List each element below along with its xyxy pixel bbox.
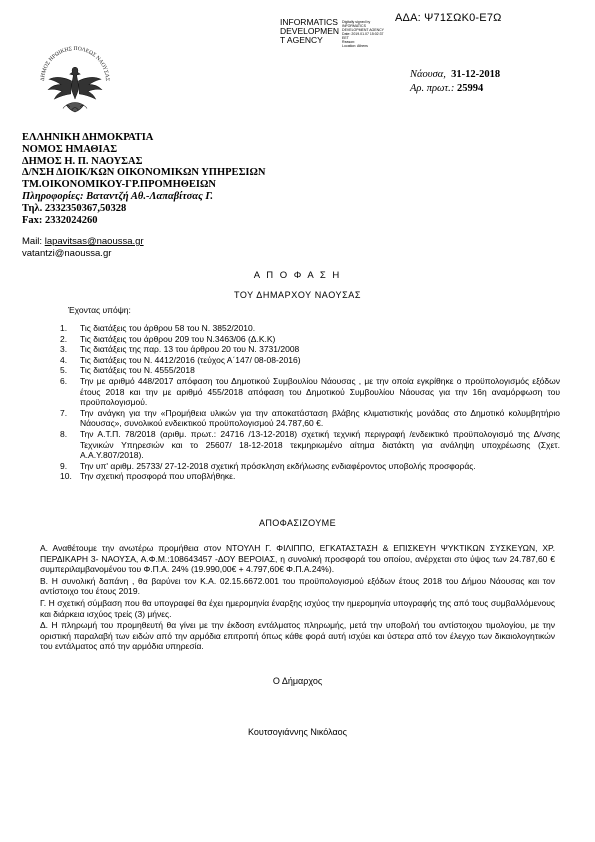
- item-text: Τις διατάξεις του Ν. 4412/2016 (τεύχος Α΄147/ 08-08-2016): [80, 354, 301, 365]
- header-line: Δ/ΝΣΗ ΔΙΟΙΚ/ΚΩΝ ΟΙΚΟΝΟΜΙΚΩΝ ΥΠΗΡΕΣΙΩΝ: [22, 167, 266, 179]
- item-number: 9.: [60, 460, 68, 471]
- list-item: [60, 344, 560, 355]
- list-item: [60, 355, 560, 366]
- list-item: [60, 471, 560, 482]
- item-text: Τις διατάξεις του άρθρου 58 του Ν. 3852/2010.: [80, 323, 256, 333]
- svg-text:ΔΗΜΟΣ ΗΡΩΙΚΗΣ ΠΟΛΕΩΣ ΝΑΟΥΣΑΣ: ΔΗΜΟΣ ΗΡΩΙΚΗΣ ΠΟΛΕΩΣ ΝΑΟΥΣΑΣ: [39, 46, 110, 82]
- item-text: Την με αριθμό 448/2017 απόφαση του Δημοτικού Συμβουλίου Νάουσας , με την οποία εγκρίθηκε ο προϋπολογισμός εξόδων έτους 2018 και την με αριθμό 455/2018 απόφαση του Δημοτικού Συμβουλίου Νάουσας για την 16η αναμόρφωση του προϋπολογισμού.: [80, 375, 560, 408]
- item-number: 3.: [60, 344, 68, 355]
- mail-label: Mail:: [22, 236, 45, 247]
- mail-line: [22, 236, 144, 248]
- date-block: [410, 68, 500, 96]
- protocol-line: Αρ. πρωτ.: 25994: [410, 83, 484, 94]
- stamp-detail-line: Reason:: [342, 40, 356, 44]
- decision-body: [40, 543, 555, 653]
- list-item: [60, 408, 560, 429]
- list-item: [60, 429, 560, 461]
- item-number: 5.: [60, 365, 68, 376]
- decision-paragraph: Γ. Η σχετική σύμβαση που θα υπογραφεί θα έχει ημερομηνία έναρξης ισχύος την ημερομηνία υπογραφής της από τους συμβαλλόμενους και διάρκεια ισχύος τρείς (3) μήνες.: [40, 597, 555, 619]
- item-text: Την σχετική προσφορά που υποβλήθηκε.: [80, 471, 236, 482]
- item-number: 6.: [60, 375, 68, 386]
- ada-code: ΑΔΑ: Ψ71ΣΩΚ0-Ε7Ω: [395, 12, 502, 24]
- list-item: [60, 365, 560, 376]
- decision-paragraph: Α. Αναθέτουμε την ανωτέρω προμήθεια στον ΝΤΟΥΛΗ Γ. ΦΙΛΙΠΠΟ, ΕΓΚΑΤΑΣΤΑΣΗ & ΕΠΙΣΚΕΥΗ ΨΥΚΤΙΚΩΝ ΣΥΣΚΕΥΩΝ, ΧΡ. ΠΕΡΔΙΚΑΡΗ 3- ΝΑΟΥΣΑ, Α.Φ.Μ.:108643457 -ΔΟΥ ΒΕΡΟΙΑΣ, η συνολική προσφορά του οποίου, ανέρχεται στο ύψος των 24.787,60 € συμπεριλαμβανομένου του Φ.Π.Α. 24% (19.990,00€ + 4.797,60€ Φ.Π.Α.24%).: [40, 543, 555, 575]
- mayor-title: Ο Δήμαρχος: [272, 676, 323, 686]
- date-value: 31-12-2018: [451, 69, 501, 80]
- stamp-detail-line: DEVELOPMENT AGENCY: [342, 28, 384, 32]
- considerations-list: [60, 323, 560, 482]
- item-text: Την Α.Τ.Π. 78/2018 (αριθμ. πρωτ.: 24716 /13-12-2018) σχετική τεχνική περιγραφή /ενδεικτικό προϋπολογισμό της Δ/νσης Τεχνικών Υπηρεσιών και το 25607/ 18-12-2018 τεκμηριωμένο αίτημα διατάκτη για ανάληψη υποχρέωσης (Σχετ. Α.Α.Υ.807/2018).: [80, 428, 560, 461]
- stamp-detail-line: INFORMATICS: [342, 24, 366, 28]
- stamp-detail-line: Date: 2019.01.07 15:02:37: [342, 32, 384, 36]
- stamp-agency-line: DEVELOPMEN: [280, 26, 340, 36]
- email-link[interactable]: lapavitsas@naoussa.gr: [44, 236, 144, 247]
- stamp-detail-line: Location: Athens: [342, 44, 368, 48]
- stamp-agency-line: T AGENCY: [280, 35, 323, 45]
- stamp-detail-line: EET: [342, 36, 349, 40]
- document-subtitle: ΤΟΥ ΔΗΜΑΡΧΟΥ ΝΑΟΥΣΑΣ: [233, 290, 362, 300]
- date-line: [410, 68, 500, 82]
- item-text: Τις διατάξεις του Ν. 4555/2018: [80, 365, 195, 376]
- stamp-agency: [280, 18, 339, 48]
- telephone: Τηλ. 2332350367,50328: [22, 202, 127, 214]
- item-number: 1.: [60, 323, 68, 333]
- considerations-intro: Έχοντας υπόψη:: [68, 305, 131, 315]
- decision-heading: ΑΠΟΦΑΣΙΖΟΥΜΕ: [258, 518, 336, 528]
- protocol-label: Αρ. πρωτ.: [410, 83, 451, 94]
- stamp-details: [342, 18, 384, 48]
- decision-paragraph: Β. Η συνολική δαπάνη , θα βαρύνει τον Κ.Α. 02.15.6672.001 του προϋπολογισμού εξόδων έτους 2018 του Δήμου Νάουσας και τον αντίστοιχο του έτους 2019.: [40, 575, 555, 597]
- contact-info: Πληροφορίες: Βαταντζή Αθ.-Λαπαβίτσας Γ.: [22, 190, 213, 202]
- item-number: 2.: [60, 333, 68, 344]
- list-item: [60, 323, 560, 334]
- header-line: ΤΜ.ΟΙΚΟΝΟΜΙΚΟΥ-ΓΡ.ΠΡΟΜΗΘΕΙΩΝ: [22, 179, 216, 191]
- digital-signature-stamp: [280, 18, 384, 48]
- list-item: [60, 334, 560, 345]
- header-line: ΝΟΜΟΣ ΗΜΑΘΙΑΣ: [22, 143, 118, 155]
- list-item: [60, 376, 560, 408]
- list-item: [60, 461, 560, 472]
- item-number: 4.: [60, 354, 68, 365]
- municipality-emblem-icon: [32, 38, 118, 124]
- stamp-detail-line: Digitally signed by: [342, 20, 371, 24]
- fax: Fax: 2332024260: [22, 214, 98, 226]
- item-text: Την υπ' αριθμ. 25733/ 27-12-2018 σχετική πρόσκληση εκδήλωσης ενδιαφέροντος υποβολής προσφοράς.: [80, 460, 476, 471]
- header-line: ΕΛΛΗΝΙΚΗ ΔΗΜΟΚΡΑΤΙΑ: [22, 132, 154, 143]
- protocol-number: 25994: [456, 83, 484, 94]
- item-number: 10.: [60, 471, 72, 482]
- mail-block: [22, 236, 144, 260]
- item-text: Την ανάγκη για την «Προμήθεια υλικών για την αποκατάσταση βλάβης κλιματιστικής μονάδας στο Δημοτικό κολυμβητήριο Νάουσας», συνολικού ενδεικτικού προϋπολογισμού 24.787,60 €.: [80, 407, 560, 429]
- item-number: 8.: [60, 428, 68, 439]
- header-line: ΔΗΜΟΣ Η. Π. ΝΑΟΥΣΑΣ: [22, 155, 143, 167]
- item-text: Τις διατάξεις του άρθρου 209 του Ν.3463/06 (Δ.Κ.Κ): [80, 333, 276, 344]
- item-text: Τις διατάξεις της παρ. 13 του άρθρου 20 του Ν. 3731/2008: [80, 344, 300, 355]
- email-text: vatantzi@naoussa.gr: [22, 248, 112, 259]
- item-number: 7.: [60, 407, 68, 418]
- decision-paragraph: Δ. Η πληρωμή του προμηθευτή θα γίνει με την έκδοση εντάλματος πληρωμής, μετά την υποβολή του αντίστοιχου τιμολογίου, με την οριστική παραλαβή των ειδών από την αρμόδια επιτροπή όπως κάθε φορά αυτή ισχύει και ύστερα από τον έλεγχο των δικαιολογητικών του εντάλματος από την αρμόδια υπηρεσία.: [40, 620, 555, 652]
- stamp-agency-line: INFORMATICS: [280, 17, 338, 27]
- document-title: Α Π Ο Φ Α Σ Η: [253, 270, 342, 281]
- issuer-header: [22, 132, 266, 226]
- signatory-name: Κουτσογιάννης Νικόλαος: [248, 727, 347, 737]
- date-label: Νάουσα,: [410, 69, 446, 80]
